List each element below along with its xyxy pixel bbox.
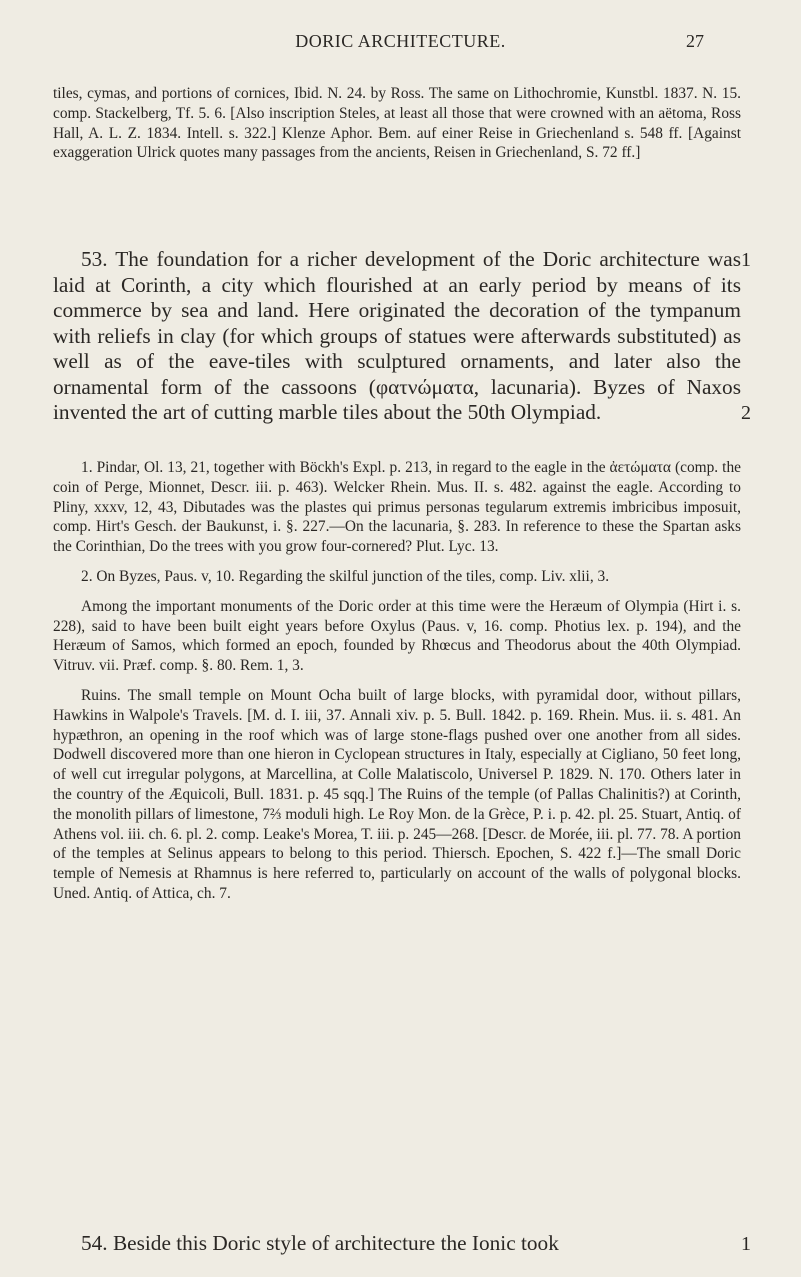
section-54: [53, 1231, 741, 1257]
top-footnote-block: [53, 84, 741, 163]
notes-block: [53, 458, 741, 904]
note-paragraph: 1. Pindar, Ol. 13, 21, together with Böckh's Expl. p. 213, in regard to the eagle in the ἀετώματα (comp. the coin of Perge, Mionnet, Descr. iii. p. 463). Welcker Rhein. Mus. II. s. 482. against the eagle. According to Pliny, xxxv, 12, 43, Dibutades was the plastes qui primus personas tegularum extremis imbricibus imposuit, comp. Hirt's Gesch. der Baukunst, i. §. 227.—On the lacunaria, §. 283. In reference to these the Spartan asks the Corinthian, Do the trees with you grow four-cornered? Plut. Lyc. 13.: [53, 459, 741, 556]
margin-number: 1: [741, 249, 751, 271]
running-header: [0, 31, 801, 55]
section-53-paragraph: 53. The foundation for a richer development of the Doric architecture was laid at Corinth, a city which flourished at an early period by means of its commerce by sea and land. Here originated the decoration of the tympanum with reliefs in clay (for which groups of statues were afterwards substituted) as well as of the eave-tiles with sculptured ornaments, and later also the ornamental form of the cassoons (φατνώματα, lacunaria). Byzes of Naxos invented the art of cutting marble tiles about the 50th Olympiad.: [53, 247, 741, 424]
section-53: [53, 247, 741, 426]
top-note-paragraph: tiles, cymas, and portions of cornices, Ibid. N. 24. by Ross. The same on Lithochromie, Kunstbl. 1837. N. 15. comp. Stackelberg, Tf. 5. 6. [Also inscription Steles, at least all those that were crowned with an aëtoma, Ross Hall, A. L. Z. 1834. Intell. s. 322.] Klenze Aphor. Bem. auf einer Reise in Griechenland s. 548 ff. [Against exaggeration Ulrick quotes many passages from the ancients, Reisen in Griechenland, S. 72 ff.]: [53, 85, 741, 162]
page-number: 27: [686, 31, 704, 51]
margin-number: 1: [741, 1233, 751, 1255]
margin-number: 2: [741, 402, 751, 424]
note-paragraph: 2. On Byzes, Paus. v, 10. Regarding the skilful junction of the tiles, comp. Liv. xlii, 3.: [81, 567, 610, 585]
note-paragraph: Ruins. The small temple on Mount Ocha built of large blocks, with pyramidal door, without pillars, Hawkins in Walpole's Travels. [M. d. I. iii, 37. Annali xiv. p. 5. Bull. 1842. p. 169. Rhein. Mus. ii. s. 481. An hypæthron, an opening in the roof which was of large stone-flags pushed over one another from all sides. Dodwell discovered more than one hieron in Cyclopean structures in Italy, especially at Cigliano, 50 feet long, of well cut irregular polygons, at Marcellina, at Colle Malatiscolo, Universel P. 1829. N. 170. Others later in the country of the Æquicoli, Bull. 1831. p. 45 sqq.] The Ruins of the temple (of Pallas Chalinitis?) at Corinth, the monolith pillars of limestone, 7⅔ moduli high. Le Roy Mon. de la Grèce, P. i. p. 42. pl. 25. Stuart, Antiq. of Athens vol. iii. ch. 6. pl. 2. comp. Leake's Morea, T. iii. p. 245—268. [Descr. de Morée, iii. pl. 77. 78. A portion of the temples at Selinus appears to belong to this period. Thiersch. Epochen, S. 422 f.]—The small Doric temple of Nemesis at Rhamnus is here referred to, particularly on account of the walls of polygonal blocks. Uned. Antiq. of Attica, ch. 7.: [53, 686, 741, 902]
note-paragraph: Among the important monuments of the Doric order at this time were the Heræum of Olympia (Hirt i. s. 228), said to have been built eight years before Oxylus (Paus. v, 16. comp. Photius lex. p. 194), and the Heræum of Samos, which formed an epoch, founded by Rhœcus and Theodorus about the 40th Olympiad. Vitruv. vii. Præf. comp. §. 80. Rem. 1, 3.: [53, 597, 741, 675]
page-title: DORIC ARCHITECTURE.: [295, 31, 506, 51]
section-54-paragraph: 54. Beside this Doric style of architecture the Ionic took: [81, 1231, 559, 1255]
